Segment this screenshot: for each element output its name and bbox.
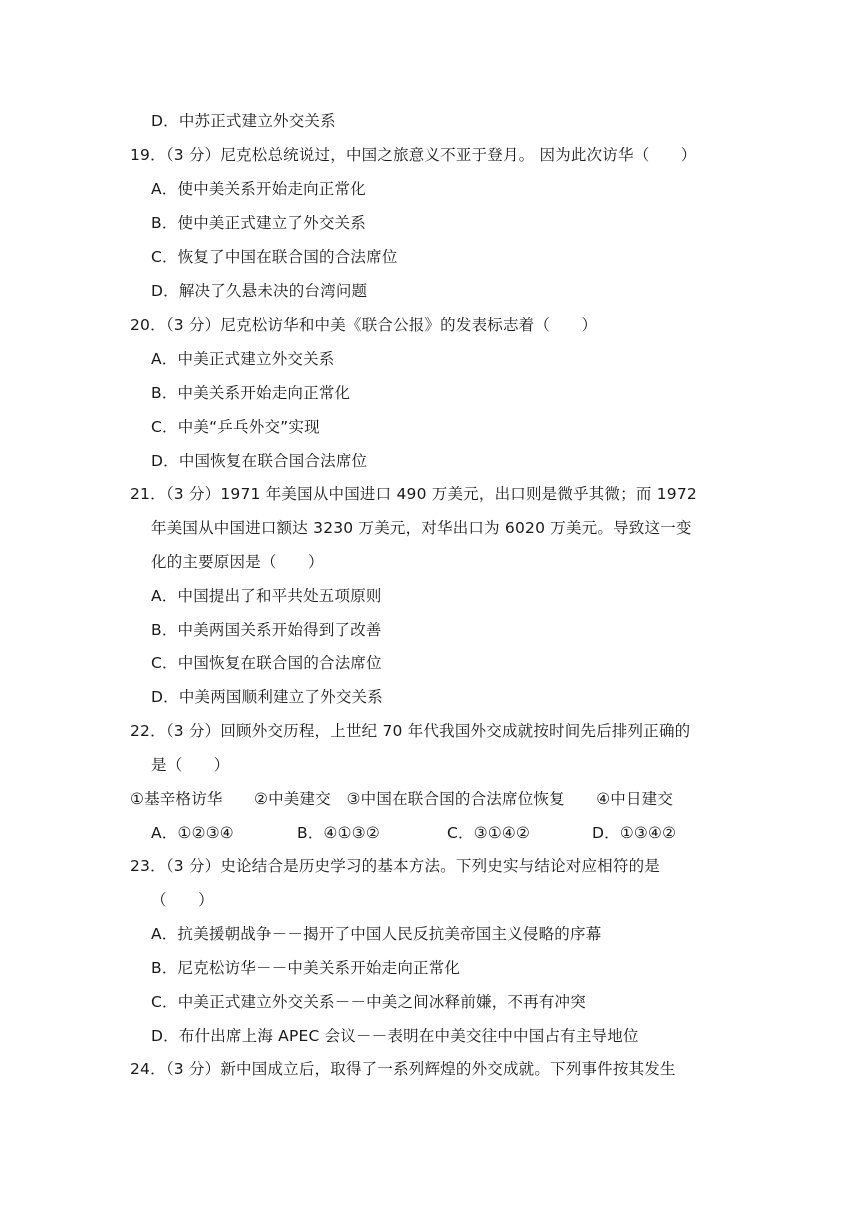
q19-option-a: A．使中美关系开始走向正常化 (151, 180, 366, 198)
q22-choice-a: A．①②③④ (151, 824, 234, 842)
q21-option-a: A．中国提出了和平共处五项原则 (151, 587, 382, 605)
q23-option-b: B．尼克松访华－－中美关系开始走向正常化 (151, 959, 461, 977)
q20-option-d: D．中国恢复在联合国合法席位 (151, 452, 368, 470)
q22-items: ①基辛格访华 ②中美建交 ③中国在联合国的合法席位恢复 ④中日建交 (130, 790, 674, 808)
q23-stem-line-2: （ ） (151, 891, 214, 909)
q21-option-b: B．中美两国关系开始得到了改善 (151, 621, 382, 639)
q18-option-d: D．中苏正式建立外交关系 (151, 112, 336, 130)
q21-stem-line-3: 化的主要原因是（ ） (151, 553, 324, 571)
q19-option-d: D．解决了久悬未决的台湾问题 (151, 282, 368, 300)
q20-option-a: A．中美正式建立外交关系 (151, 350, 335, 368)
q22-choice-b: B．④①③② (297, 824, 380, 842)
q21-option-c: C．中国恢复在联合国的合法席位 (151, 654, 382, 672)
q24-stem-line-1: 24．（3 分）新中国成立后，取得了一系列辉煌的外交成就。下列事件按其发生 (130, 1060, 676, 1078)
q19-option-c: C．恢复了中国在联合国的合法席位 (151, 248, 398, 266)
q21-stem-line-2: 年美国从中国进口额达 3230 万美元，对华出口为 6020 万美元。导致这一变 (151, 519, 692, 537)
q20-option-c: C．中美“乒乓外交”实现 (151, 418, 320, 436)
q23-option-c: C．中美正式建立外交关系－－中美之间冰释前嫌，不再有冲突 (151, 993, 586, 1011)
q23-option-d: D．布什出席上海 APEC 会议－－表明在中美交往中中国占有主导地位 (151, 1027, 639, 1045)
q21-option-d: D．中美两国顺利建立了外交关系 (151, 688, 383, 706)
q20-option-b: B．中美关系开始走向正常化 (151, 384, 351, 402)
q22-choices (151, 823, 676, 843)
q23-stem-line-1: 23．（3 分）史论结合是历史学习的基本方法。下列史实与结论对应相符的是 (130, 857, 660, 875)
q21-stem-line-1: 21．（3 分）1971 年美国从中国进口 490 万美元，出口则是微乎其微；而 1972 (130, 485, 697, 503)
q19-stem: 19．（3 分）尼克松总统说过，中国之旅意义不亚于登月。 因为此次访华（ ） (130, 146, 697, 164)
q19-option-b: B．使中美正式建立了外交关系 (151, 214, 366, 232)
q22-choice-d: D．①③④② (592, 824, 677, 842)
q22-stem-line-2: 是（ ） (151, 756, 230, 774)
q23-option-a: A．抗美援朝战争－－揭开了中国人民反抗美帝国主义侵略的序幕 (151, 925, 602, 943)
q22-choice-c: C．③①④② (447, 824, 531, 842)
q22-stem-line-1: 22．（3 分）回顾外交历程，上世纪 70 年代我国外交成就按时间先后排列正确的 (130, 722, 691, 740)
q20-stem: 20．（3 分）尼克松访华和中美《联合公报》的发表标志着（ ） (130, 316, 598, 334)
